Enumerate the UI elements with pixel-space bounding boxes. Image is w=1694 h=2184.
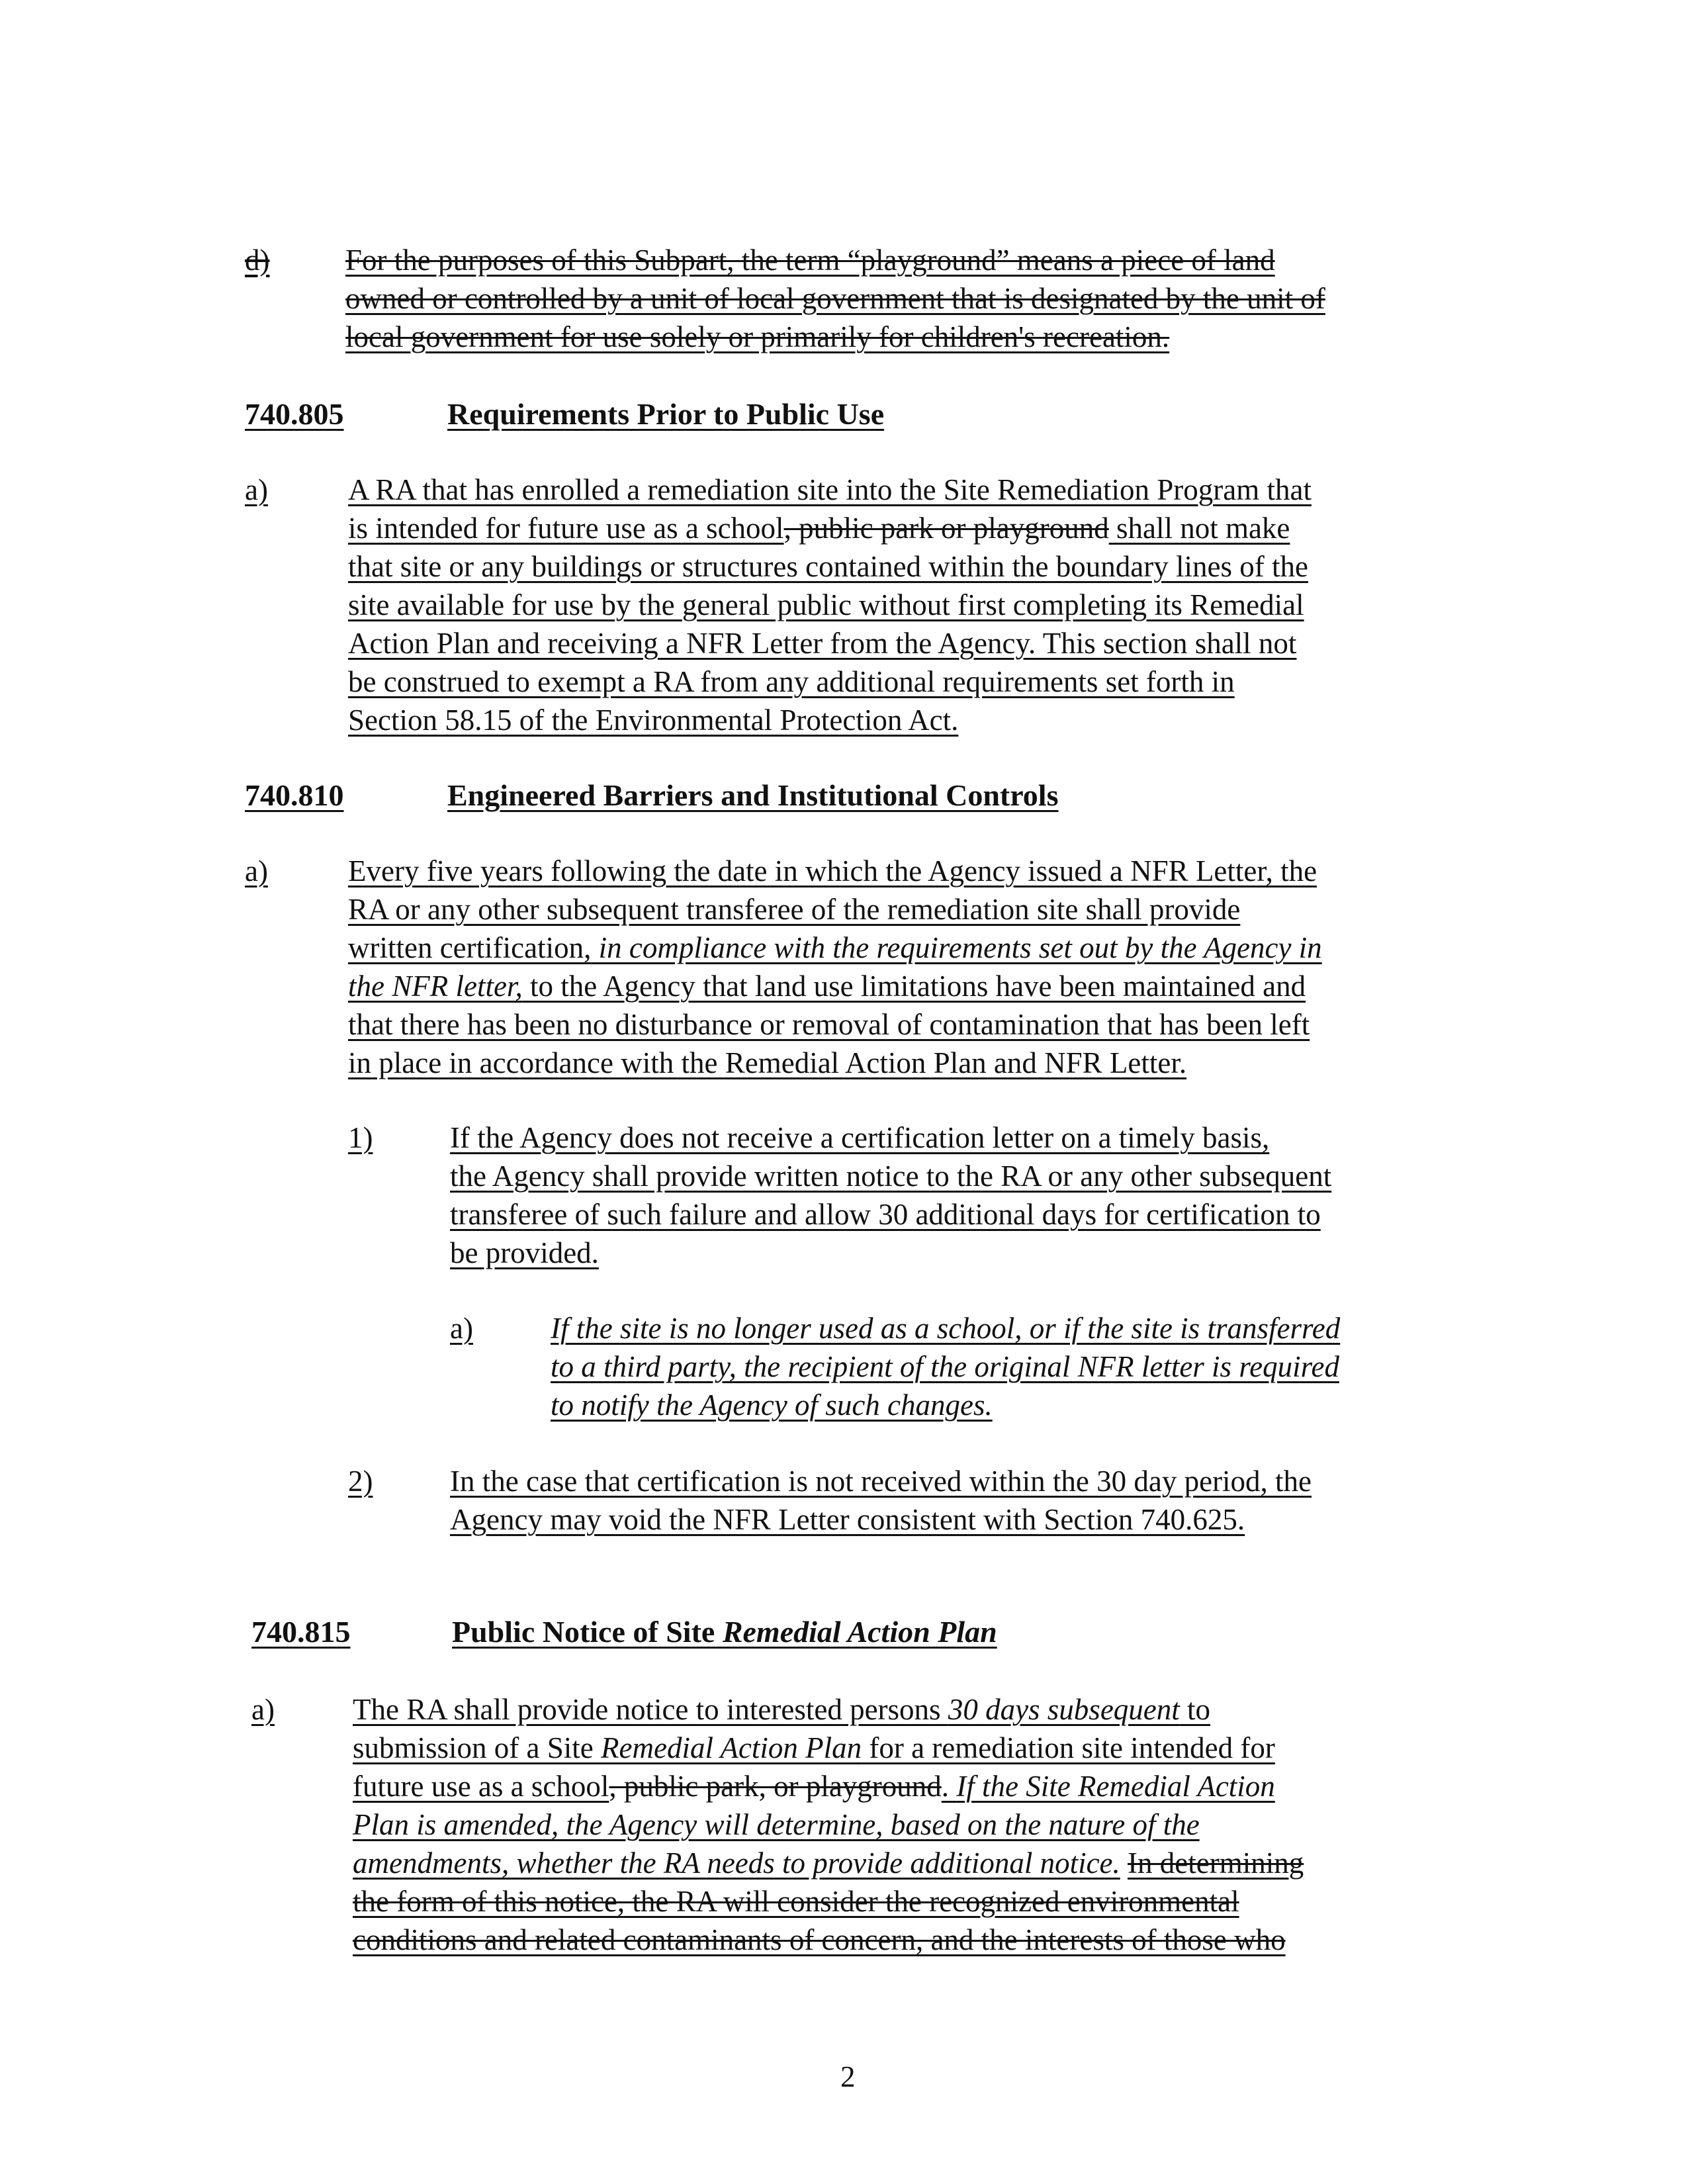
section-810-item-2-line-2: Agency may void the NFR Letter consistent with Section 740.625.: [450, 1503, 1245, 1536]
section-815-a-line-1: The RA shall provide notice to interested persons 30 days subsequent to: [353, 1693, 1211, 1726]
section-810-a-line-3: written certification, in compliance with the requirements set out by the Agency in: [348, 931, 1322, 964]
section-815-a-line-3: future use as a school, public park, or playground. If the Site Remedial Action: [353, 1770, 1275, 1803]
section-810-a-label: a): [245, 854, 268, 887]
section-805-a-line-2: is intended for future use as a school, public park or playground shall not make: [348, 512, 1290, 545]
section-815-a-line-5: amendments, whether the RA needs to provide additional notice. In determining: [353, 1846, 1304, 1880]
section-810-item-2-line-1: In the case that certification is not received within the 30 day period, the: [450, 1465, 1312, 1498]
section-815-a-line-2: submission of a Site Remedial Action Plan for a remediation site intended for: [353, 1731, 1275, 1764]
section-810-title: Engineered Barriers and Institutional Controls: [447, 778, 1059, 812]
section-810-item-1a-line-3: to notify the Agency of such changes.: [551, 1388, 993, 1422]
section-805-a-line-4: site available for use by the general public without first completing its Remedial: [348, 588, 1304, 621]
subsection-d-line-2: owned or controlled by a unit of local government that is designated by the unit of: [345, 282, 1325, 315]
page-number: 2: [840, 2060, 856, 2093]
section-815-number: 740.815: [251, 1615, 351, 1649]
section-805-a-line-1: A RA that has enrolled a remediation site into the Site Remediation Program that: [348, 473, 1312, 506]
section-805-title: Requirements Prior to Public Use: [447, 397, 885, 431]
section-810-item-1a-line-2: to a third party, the recipient of the original NFR letter is required: [551, 1350, 1339, 1383]
section-815-a-line-6: the form of this notice, the RA will consider the recognized environmental: [353, 1885, 1239, 1918]
section-805-a-line-5: Action Plan and receiving a NFR Letter from the Agency. This section shall not: [348, 627, 1297, 660]
subsection-d-label: d): [245, 244, 270, 277]
section-805-a-label: a): [245, 473, 268, 506]
section-815-a-label: a): [251, 1693, 275, 1726]
subsection-d-line-3: local government for use solely or primarily for children's recreation.: [345, 320, 1170, 353]
section-810-a-line-6: in place in accordance with the Remedial Action Plan and NFR Letter.: [348, 1046, 1187, 1079]
section-810-item-1-line-2: the Agency shall provide written notice to the RA or any other subsequent: [450, 1160, 1332, 1193]
section-815-a-line-4: Plan is amended, the Agency will determine, based on the nature of the: [353, 1808, 1200, 1841]
section-810-a-line-5: that there has been no disturbance or removal of contamination that has been left: [348, 1008, 1310, 1041]
section-805-a-line-7: Section 58.15 of the Environmental Protection Act.: [348, 704, 959, 737]
section-810-item-1-label: 1): [348, 1121, 373, 1154]
section-815-title: Public Notice of Site Remedial Action Plan: [452, 1615, 997, 1649]
section-810-a-line-4: the NFR letter, to the Agency that land use limitations have been maintained and: [348, 970, 1306, 1003]
section-810-item-2-label: 2): [348, 1465, 373, 1498]
section-810-number: 740.810: [245, 778, 344, 812]
section-810-item-1a-label: a): [450, 1312, 473, 1345]
section-810-item-1-line-4: be provided.: [450, 1236, 599, 1269]
section-810-a-line-1: Every five years following the date in which the Agency issued a NFR Letter, the: [348, 854, 1317, 887]
section-805-a-line-3: that site or any buildings or structures contained within the boundary lines of the: [348, 550, 1308, 583]
section-805-a-line-6: be construed to exempt a RA from any additional requirements set forth in: [348, 665, 1235, 698]
section-810-item-1-line-3: transferee of such failure and allow 30 additional days for certification to: [450, 1198, 1321, 1231]
section-810-item-1-line-1: If the Agency does not receive a certification letter on a timely basis,: [450, 1121, 1270, 1154]
subsection-d-line-1: For the purposes of this Subpart, the term “playground” means a piece of land: [345, 244, 1275, 277]
section-810-a-line-2: RA or any other subsequent transferee of the remediation site shall provide: [348, 893, 1241, 926]
section-815-a-line-7: conditions and related contaminants of concern, and the interests of those who: [353, 1923, 1286, 1956]
section-810-item-1a-line-1: If the site is no longer used as a school, or if the site is transferred: [551, 1312, 1341, 1345]
section-805-number: 740.805: [245, 397, 344, 431]
